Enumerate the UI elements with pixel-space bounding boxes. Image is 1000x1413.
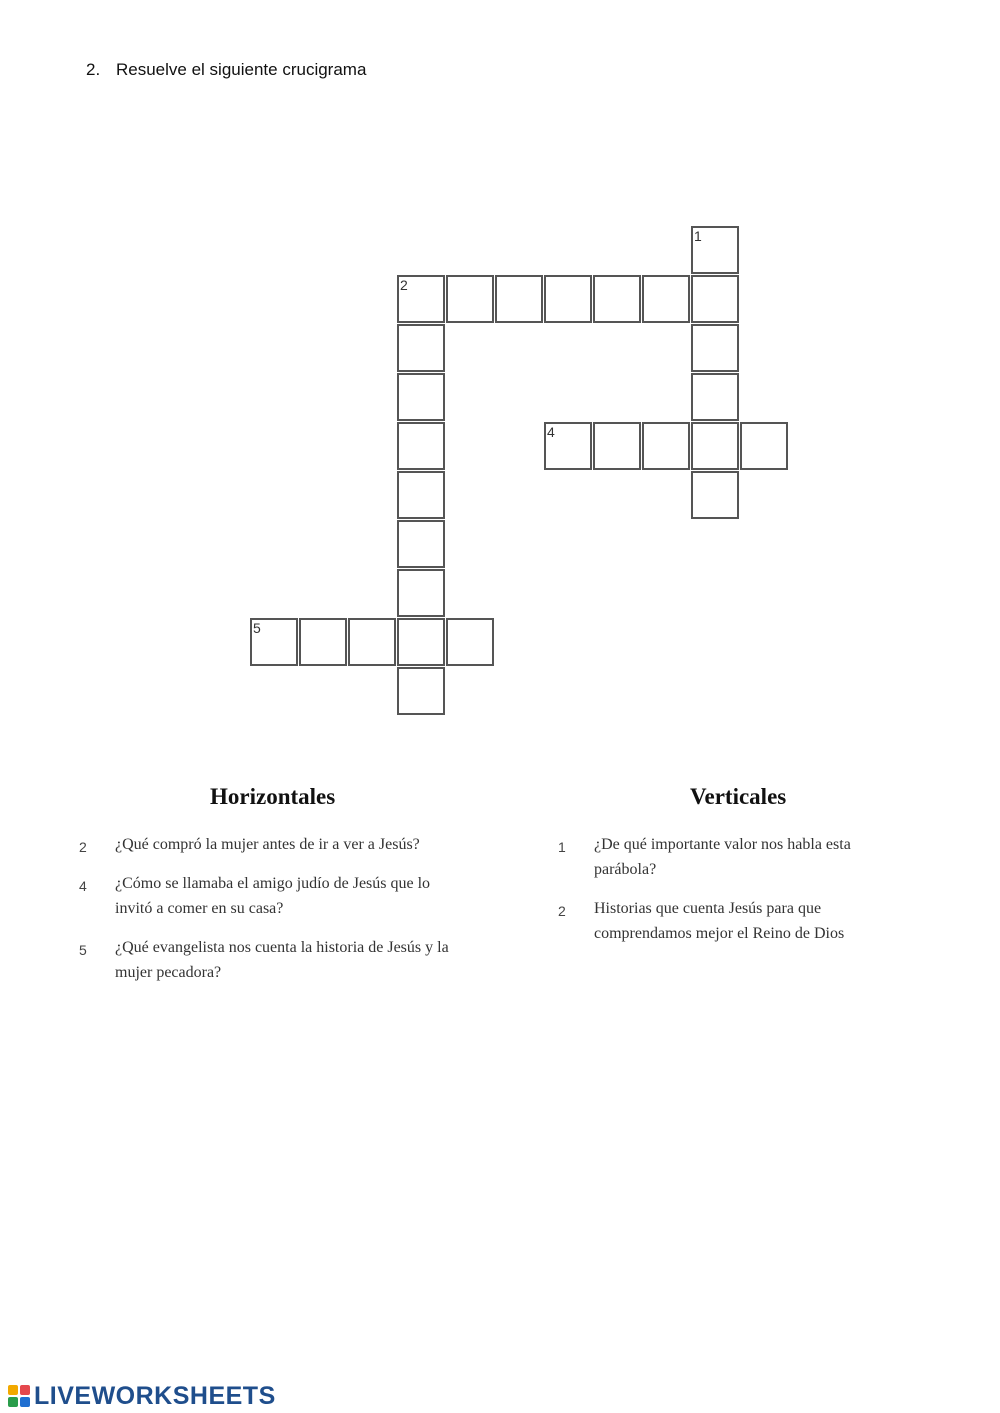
instruction-text: Resuelve el siguiente crucigrama (116, 60, 367, 79)
crossword-cell[interactable] (397, 373, 445, 421)
horizontal-clue-list (79, 832, 469, 999)
crossword-cell[interactable] (544, 275, 592, 323)
cell-letter-input[interactable] (399, 473, 443, 517)
crossword-cell[interactable] (397, 275, 445, 323)
logo-grid-icon (8, 1385, 30, 1407)
crossword-cell[interactable] (250, 618, 298, 666)
crossword-cell[interactable] (691, 422, 739, 470)
cell-letter-input[interactable] (693, 375, 737, 419)
cell-letter-input[interactable] (742, 424, 786, 468)
logo-text: LIVEWORKSHEETS (34, 1381, 276, 1410)
crossword-cell[interactable] (397, 471, 445, 519)
cell-letter-input[interactable] (448, 277, 492, 321)
clue-number: 1 (558, 839, 566, 855)
clue-text: Historias que cuenta Jesús para que comprendamos mejor el Reino de Dios (594, 900, 845, 942)
cell-letter-input[interactable] (399, 571, 443, 615)
crossword-cell[interactable] (446, 275, 494, 323)
cell-letter-input[interactable] (448, 620, 492, 664)
cell-letter-input[interactable] (693, 473, 737, 517)
crossword-cell[interactable] (642, 422, 690, 470)
cell-letter-input[interactable] (252, 620, 296, 664)
crossword-cell[interactable] (691, 324, 739, 372)
cell-letter-input[interactable] (595, 424, 639, 468)
cell-clue-number: 1 (694, 228, 702, 244)
cell-clue-number: 4 (547, 424, 555, 440)
clue-text: ¿Cómo se llamaba el amigo judío de Jesús que lo invitó a comer en su casa? (115, 875, 431, 917)
crossword-cell[interactable] (348, 618, 396, 666)
liveworksheets-logo (8, 1380, 276, 1412)
cell-letter-input[interactable] (595, 277, 639, 321)
cell-letter-input[interactable] (399, 620, 443, 664)
vertical-heading: Verticales (690, 784, 787, 809)
cell-letter-input[interactable] (546, 277, 590, 321)
cell-letter-input[interactable] (350, 620, 394, 664)
horizontal-clue (79, 832, 469, 857)
cell-letter-input[interactable] (546, 424, 590, 468)
cell-letter-input[interactable] (644, 424, 688, 468)
crossword-cell[interactable] (397, 520, 445, 568)
crossword-cell[interactable] (397, 618, 445, 666)
cell-letter-input[interactable] (693, 326, 737, 370)
crossword-cell[interactable] (691, 373, 739, 421)
crossword-cell[interactable] (642, 275, 690, 323)
clue-number: 4 (79, 878, 87, 894)
cell-clue-number: 5 (253, 620, 261, 636)
clue-number: 5 (79, 942, 87, 958)
crossword-cell[interactable] (397, 667, 445, 715)
cell-letter-input[interactable] (399, 669, 443, 713)
clue-number: 2 (79, 839, 87, 855)
clue-text: ¿Qué evangelista nos cuenta la historia de Jesús y la mujer pecadora? (115, 939, 449, 981)
crossword-cell[interactable] (544, 422, 592, 470)
cell-letter-input[interactable] (399, 424, 443, 468)
vertical-clue-list (558, 832, 903, 960)
horizontal-clue (79, 935, 469, 985)
crossword-cell[interactable] (691, 275, 739, 323)
crossword-cell[interactable] (397, 324, 445, 372)
cell-letter-input[interactable] (399, 326, 443, 370)
cell-letter-input[interactable] (497, 277, 541, 321)
clue-number: 2 (558, 903, 566, 919)
cell-letter-input[interactable] (644, 277, 688, 321)
cell-clue-number: 2 (400, 277, 408, 293)
cell-letter-input[interactable] (399, 522, 443, 566)
crossword-cell[interactable] (691, 226, 739, 274)
crossword-cell[interactable] (446, 618, 494, 666)
cell-letter-input[interactable] (693, 228, 737, 272)
clue-text: ¿Qué compró la mujer antes de ir a ver a Jesús? (115, 836, 420, 853)
vertical-clue (558, 896, 903, 946)
vertical-clue (558, 832, 903, 882)
cell-letter-input[interactable] (399, 375, 443, 419)
crossword-cell[interactable] (397, 422, 445, 470)
cell-letter-input[interactable] (399, 277, 443, 321)
instruction-number: 2. (86, 60, 101, 79)
cell-letter-input[interactable] (693, 277, 737, 321)
crossword-cell[interactable] (397, 569, 445, 617)
cell-letter-input[interactable] (693, 424, 737, 468)
crossword-cell[interactable] (593, 422, 641, 470)
crossword-cell[interactable] (495, 275, 543, 323)
cell-letter-input[interactable] (301, 620, 345, 664)
horizontal-clue (79, 871, 469, 921)
crossword-cell[interactable] (299, 618, 347, 666)
clue-text: ¿De qué importante valor nos habla esta parábola? (594, 836, 851, 878)
crossword-cell[interactable] (593, 275, 641, 323)
crossword-cell[interactable] (691, 471, 739, 519)
horizontal-heading: Horizontales (210, 784, 336, 809)
crossword-cell[interactable] (740, 422, 788, 470)
